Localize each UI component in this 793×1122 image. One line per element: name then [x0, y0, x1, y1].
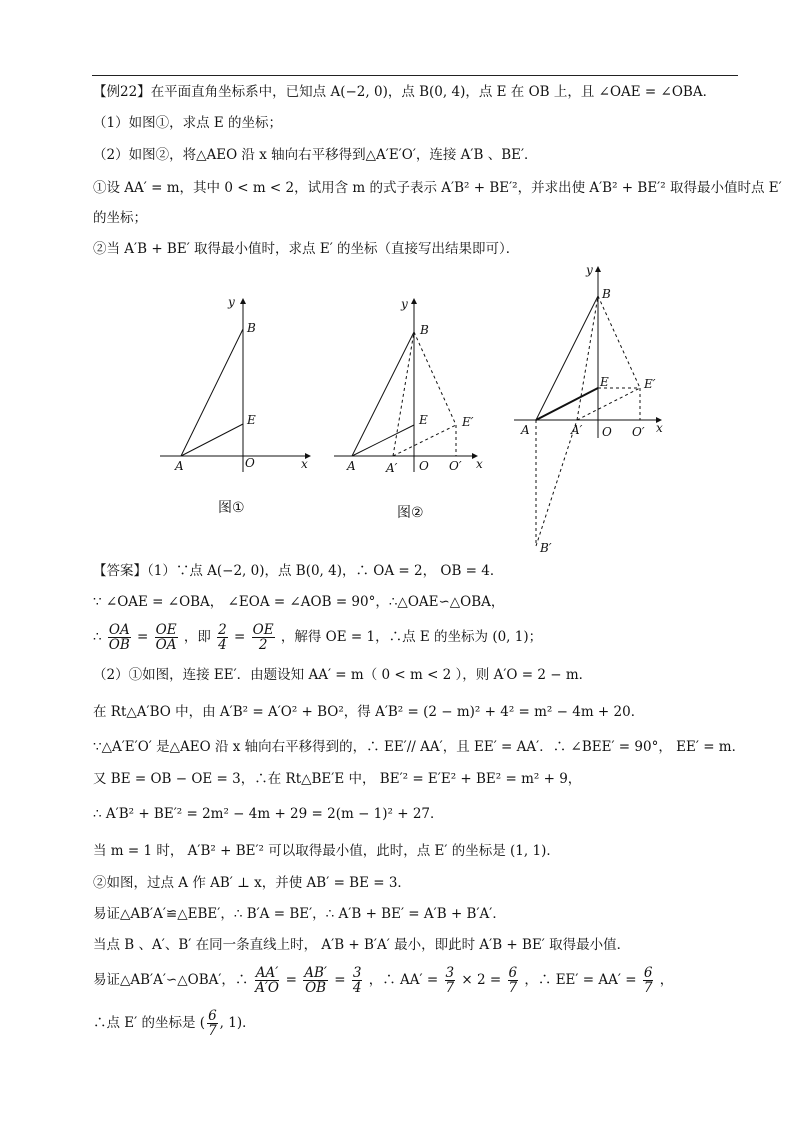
y-axis-arrow — [240, 298, 246, 304]
question-2-part-1: ①设 AA′ = m，其中 0 < m < 2，试用含 m 的式子表示 A′B² + BE′²，并求出使 A′B² + BE′² 取得最小值时点 E′ — [93, 180, 782, 196]
answer-line-14: ∴点 E′ 的坐标是 ( $\frac{6}{7}$ , 1)． — [93, 1008, 256, 1039]
answer-line-13: 易证△AB′A′∽△OBA′，∴ $\frac{AA'}{A'O}$ = $\frac{AB'}{OB}$ = $\frac{3}{4}$ ，∴ AA′ = $\frac{3}{7}$ × 2 = $\frac{6}{7}$ ，∴ EE′ = AA′ = $\frac{6}{7}$ ， — [93, 965, 674, 996]
fraction-ab-ob: $\frac{AB'}{OB}$ — [304, 965, 327, 996]
answer-line-4: （2）①如图，连接 EE′．由题设知 AA′ = m（ 0 < m < 2 ），则 A′O = 2 − m． — [93, 667, 593, 683]
label-e: E — [419, 413, 428, 427]
segment-a-prime-b — [393, 332, 414, 456]
question-2-part-2: ②当 A′B + BE′ 取得最小值时，求点 E′ 的坐标（直接写出结果即可）． — [93, 241, 520, 257]
label-e: E — [247, 413, 256, 427]
answer-line-6: ∵△A′E′O′ 是△AEO 沿 x 轴向右平移得到的，∴ EE′// AA′，且 EE′ = AA′．∴ ∠BEE′ = 90°， EE′ = m． — [93, 739, 746, 755]
segment-ab — [352, 332, 414, 456]
label-b: B — [602, 287, 611, 301]
label-b-prime: B′ — [540, 541, 552, 555]
problem-stem: 【例22】在平面直角坐标系中，已知点 A(−2, 0)，点 B(0, 4)，点 E 在 OB 上，且 ∠OAE = ∠OBA． — [93, 84, 717, 100]
y-label: y — [586, 263, 593, 277]
fraction-aa-ao: $\frac{AA'}{A'O}$ — [255, 965, 279, 996]
fraction-6-7-a: $\frac{6}{7}$ — [508, 965, 518, 996]
x-label: x — [656, 421, 663, 435]
answer-line-5: 在 Rt△A′BO 中，由 A′B² = A′O² + BO²，得 A′B² = (2 − m)² + 4² = m² − 4m + 20． — [93, 704, 645, 720]
segment-ab — [536, 296, 598, 420]
question-2-part-1-cont: 的坐标； — [93, 210, 147, 226]
top-rule — [92, 75, 738, 76]
fraction-3-4: $\frac{3}{4}$ — [352, 965, 362, 996]
caption-figure-1: 图① — [218, 500, 245, 516]
label-e-prime: E′ — [462, 415, 474, 429]
answer-line-7: 又 BE = OB − OE = 3，∴在 Rt△BE′E 中， BE′² = E′E² + BE² = m² + 9， — [93, 771, 582, 787]
y-label: y — [228, 295, 235, 309]
figure-1 — [155, 290, 315, 480]
label-a: A — [347, 459, 356, 473]
fraction-2-4: $\frac{2}{4}$ — [218, 622, 227, 653]
fraction-6-7-c: $\frac{6}{7}$ — [208, 1008, 217, 1039]
fraction-oa-ob: $\frac{OA}{OB}$ — [108, 622, 130, 653]
answer-line-2: ∵ ∠OAE = ∠OBA， ∠EOA = ∠AOB = 90°，∴△OAE∽△OBA， — [93, 594, 505, 610]
segment-a-prime-b — [577, 296, 598, 420]
segment-b-prime-a-prime — [536, 420, 577, 546]
label-e: E — [600, 375, 609, 389]
label-e-prime: E′ — [644, 377, 656, 391]
example-tag: 【例22】 — [93, 84, 151, 100]
label-a-prime: A′ — [571, 423, 583, 437]
segment-ae — [181, 424, 243, 456]
figure-3 — [510, 258, 690, 558]
answer-line-3: ∴ $\frac{OA}{OB}$ = $\frac{OE}{OA}$ ，即 $\frac{2}{4}$ = $\frac{OE}{2}$ ，解得 OE = 1，∴点 E 的坐标为 (0, 1)； — [93, 622, 543, 653]
label-a: A — [175, 459, 184, 473]
x-label: x — [301, 457, 308, 471]
segment-ae — [536, 388, 598, 420]
answer-line-8: ∴ A′B² + BE′² = 2m² − 4m + 29 = 2(m − 1)² + 27． — [93, 806, 444, 822]
segment-ab — [181, 329, 243, 456]
label-o: O — [245, 456, 255, 470]
label-a-prime: A′ — [386, 461, 398, 475]
label-o-prime: O′ — [449, 459, 462, 473]
fraction-oe-oa: $\frac{OE}{OA}$ — [155, 622, 177, 653]
question-1: （1）如图①，求点 E 的坐标； — [93, 115, 283, 131]
segment-b-e-prime — [414, 332, 456, 425]
fraction-6-7-b: $\frac{6}{7}$ — [643, 965, 653, 996]
fraction-oe-2: $\frac{OE}{2}$ — [252, 622, 274, 653]
figure-2-diagram — [330, 290, 490, 480]
figure-2 — [330, 290, 490, 480]
answer-line-9: 当 m = 1 时， A′B² + BE′² 可以取得最小值，此时，点 E′ 的坐标是 (1, 1)． — [93, 843, 560, 859]
caption-figure-2: 图② — [397, 505, 424, 521]
segment-a-prime-e-prime — [577, 388, 640, 420]
segment-a-prime-e-prime — [393, 425, 456, 456]
answer-line-1: 【答案】（1）∵点 A(−2, 0)，点 B(0, 4)，∴ OA = 2， OB = 4． — [93, 563, 504, 579]
figure-3-diagram — [510, 258, 690, 558]
answer-line-11: 易证△AB′A′≌△EBE′，∴ B′A = BE′，∴ A′B + BE′ = A′B + B′A′． — [93, 906, 506, 922]
label-o: O — [419, 459, 429, 473]
segment-ae — [352, 425, 414, 456]
figure-1-diagram — [155, 290, 315, 480]
question-2: （2）如图②，将△AEO 沿 x 轴向右平移得到△A′E′O′，连接 A′B 、BE′． — [93, 147, 538, 163]
y-axis-arrow — [411, 298, 417, 304]
answer-line-10: ②如图，过点 A 作 AB′ ⊥ x，并使 AB′ = BE = 3． — [93, 875, 411, 891]
label-o: O — [602, 425, 612, 439]
label-b: B — [420, 323, 429, 337]
label-o-prime: O′ — [632, 425, 645, 439]
x-label: x — [476, 457, 483, 471]
label-a: A — [521, 423, 530, 437]
y-axis-arrow — [595, 266, 601, 272]
fraction-3-7: $\frac{3}{7}$ — [445, 965, 455, 996]
y-label: y — [401, 297, 408, 311]
answer-line-12: 当点 B 、A′、B′ 在同一条直线上时， A′B + B′A′ 最小，即此时 A′B + BE′ 取得最小值． — [93, 937, 631, 953]
label-b: B — [247, 321, 256, 335]
